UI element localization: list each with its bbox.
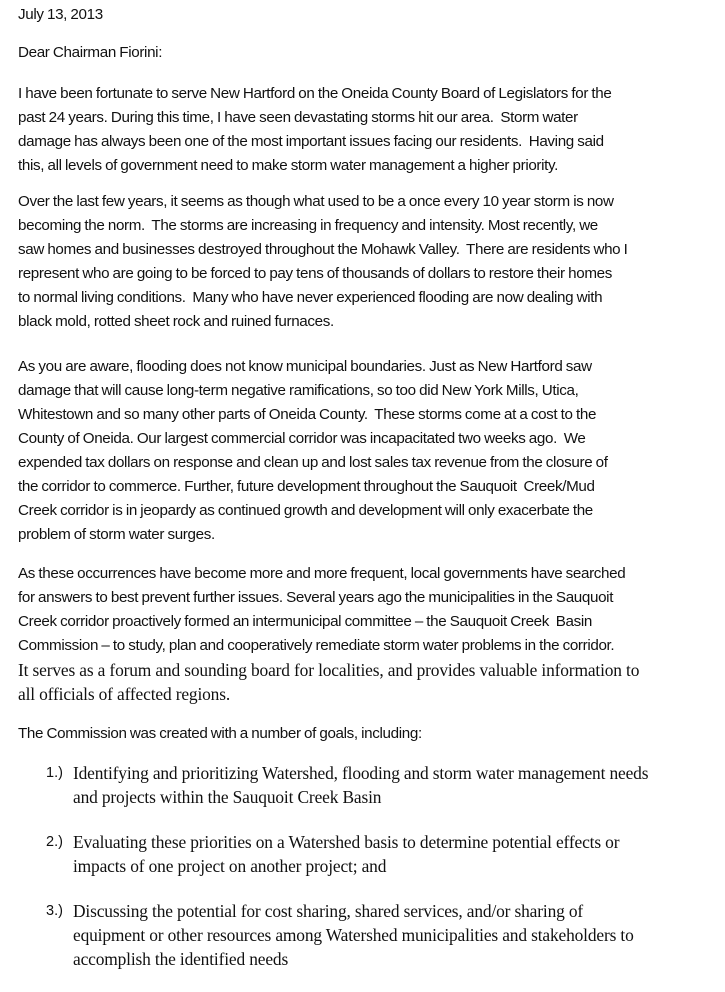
paragraph-line: It serves as a forum and sounding board for localities, and provides valuable information to (18, 660, 640, 680)
goal-number: 2.) (46, 834, 63, 850)
paragraph-line: this, all levels of government need to make storm water management a higher priority. (18, 157, 559, 174)
paragraph-line: damage has always been one of the most important issues facing our residents. Having said (18, 133, 604, 150)
goals-intro: The Commission was created with a number of goals, including: (18, 725, 422, 742)
goal-line: and projects within the Sauquoit Creek Basin (73, 787, 382, 807)
goal-item (46, 761, 725, 809)
paragraph-line: problem of storm water surges. (18, 526, 215, 543)
paragraph-service-history (18, 82, 611, 178)
paragraph-line: County of Oneida. Our largest commercial corridor was incapacitated two weeks ago. We (18, 430, 586, 447)
goal-number: 3.) (46, 903, 63, 919)
paragraph-line: I have been fortunate to serve New Hartford on the Oneida County Board of Legislators for the (18, 85, 612, 102)
paragraph-line: Creek corridor proactively formed an intermunicipal committee – the Sauquoit Creek Basin (18, 613, 592, 630)
goals-list (46, 761, 725, 992)
letter-salutation: Dear Chairman Fiorini: (18, 44, 163, 61)
paragraph-municipal-boundaries (18, 355, 608, 547)
goal-line: accomplish the identified needs (73, 949, 289, 969)
paragraph-line: Commission – to study, plan and cooperatively remediate storm water problems in the corridor. (18, 637, 615, 654)
paragraph-line: all officials of affected regions. (18, 684, 231, 704)
paragraph-line: expended tax dollars on response and clean up and lost sales tax revenue from the closure of (18, 454, 608, 471)
paragraph-line: damage that will cause long-term negative ramifications, so too did New York Mills, Utica, (18, 382, 579, 399)
goal-line: equipment or other resources among Watershed municipalities and stakeholders to (73, 925, 634, 945)
paragraph-line: for answers to best prevent further issues. Several years ago the municipalities in the Sauquoit (18, 589, 614, 606)
paragraph-storm-frequency (18, 190, 628, 334)
paragraph-line: black mold, rotted sheet rock and ruined furnaces. (18, 313, 334, 330)
goal-line: Evaluating these priorities on a Watershed basis to determine potential effects or (73, 832, 620, 852)
paragraph-line: the corridor to commerce. Further, future development throughout the Sauquoit Creek/Mud (18, 478, 595, 495)
paragraph-line: As these occurrences have become more and more frequent, local governments have searched (18, 565, 626, 582)
goal-item (46, 830, 725, 878)
goal-number: 1.) (46, 765, 63, 781)
goal-line: Discussing the potential for cost sharing, shared services, and/or sharing of (73, 901, 584, 921)
paragraph-line: As you are aware, flooding does not know municipal boundaries. Just as New Hartford saw (18, 358, 592, 375)
goal-line: Identifying and prioritizing Watershed, flooding and storm water management needs (73, 763, 649, 783)
paragraph-line: Over the last few years, it seems as though what used to be a once every 10 year storm is now (18, 193, 614, 210)
paragraph-line: becoming the norm. The storms are increasing in frequency and intensity. Most recently, we (18, 217, 598, 234)
paragraph-line: saw homes and businesses destroyed throughout the Mohawk Valley. There are residents who I (18, 241, 628, 258)
paragraph-line: represent who are going to be forced to pay tens of thousands of dollars to restore their homes (18, 265, 612, 282)
paragraph-line: Creek corridor is in jeopardy as continued growth and development will only exacerbate the (18, 502, 593, 519)
letter-date: July 13, 2013 (18, 6, 103, 23)
goal-line: impacts of one project on another project; and (73, 856, 387, 876)
goal-item (46, 899, 725, 971)
paragraph-basin-commission (18, 562, 639, 706)
paragraph-line: Whitestown and so many other parts of Oneida County. These storms come at a cost to the (18, 406, 597, 423)
paragraph-line: past 24 years. During this time, I have seen devastating storms hit our area. Storm water (18, 109, 578, 126)
paragraph-line: to normal living conditions. Many who have never experienced flooding are now dealing with (18, 289, 603, 306)
